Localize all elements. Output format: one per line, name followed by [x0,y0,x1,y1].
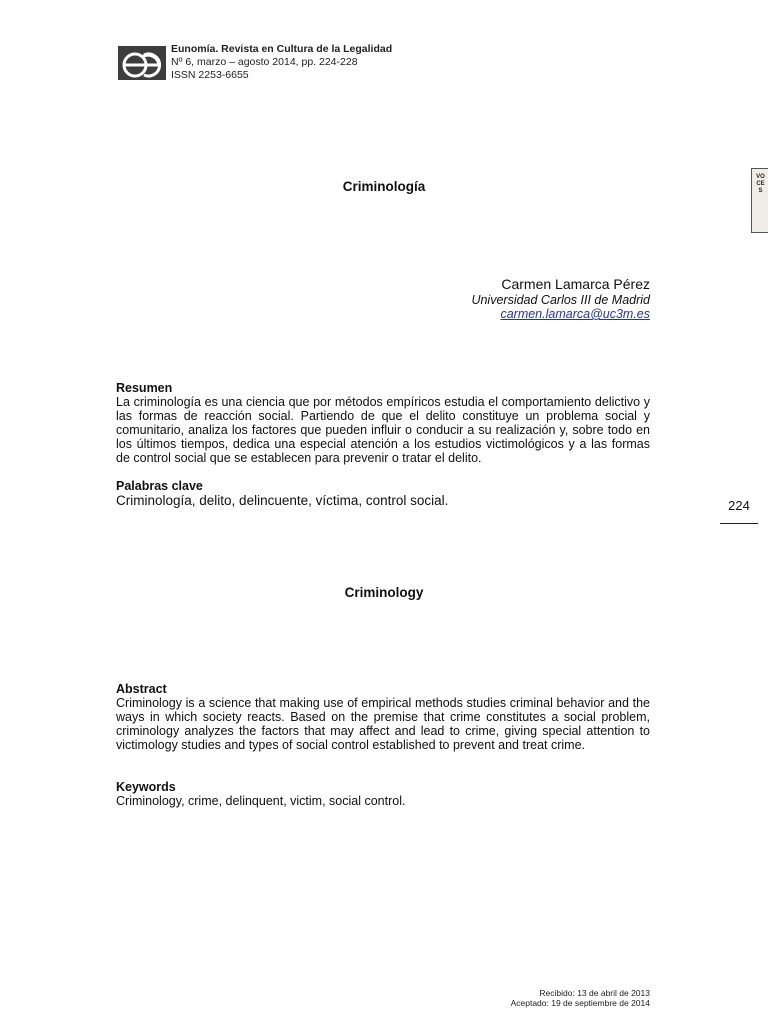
article-title-es: Criminología [342,179,426,194]
author-name: Carmen Lamarca Pérez [501,276,650,292]
keywords-label: Keywords [116,780,176,794]
article-title-en: Criminology [344,585,424,600]
resumen-text: La criminología es una ciencia que por métodos empíricos estudia el comportamiento delictivo y las formas de reacción social. Partiendo de que el delito constituye un problema social y comunitario, analiza los factores que pueden influir o conducir a su realización y, sobre todo en los últimos tiempos, dedica una especial atención a los estudios victimológicos y a las formas de control social que se establecen para prevenir o tratar el delito. [116,395,650,465]
journal-name: Eunomía. Revista en Cultura de la Legalidad [171,43,393,55]
accepted-date: Aceptado: 19 de septiembre de 2014 [510,998,650,1008]
abstract-text: Criminology is a science that making use of empirical methods studies criminal behavior and the ways in which society reacts. Based on the premise that crime constitutes a social problem, criminology analyzes the factors that may affect and lead to crime, giving special attention to victimology studies and types of social control established to prevent and treat crime. [116,696,650,752]
journal-issn: ISSN 2253-6655 [171,69,249,81]
palabras-clave-label: Palabras clave [116,479,203,493]
abstract-section [116,682,650,752]
dates-footer [420,988,650,1008]
page-number-rule [720,523,758,524]
journal-logo [118,46,166,80]
abstract-label: Abstract [116,682,167,696]
author-affiliation: Universidad Carlos III de Madrid [471,293,650,307]
author-block [360,276,650,321]
keywords-section [116,780,650,808]
section-side-tab [751,168,768,233]
palabras-clave-text: Criminología, delito, delincuente, víctima, control social. [116,493,449,508]
author-email-link[interactable]: carmen.lamarca@uc3m.es [500,307,650,321]
palabras-clave-section [116,479,650,509]
journal-header [171,43,471,82]
side-tab-label: VOCES [756,174,765,194]
resumen-label: Resumen [116,381,173,395]
journal-issue: Nº 6, marzo – agosto 2014, pp. 224-228 [171,56,358,68]
page-number: 224 [728,498,750,513]
resumen-section [116,381,650,465]
received-date: Recibido: 13 de abril de 2013 [539,988,650,998]
keywords-text: Criminology, crime, delinquent, victim, social control. [116,794,406,808]
